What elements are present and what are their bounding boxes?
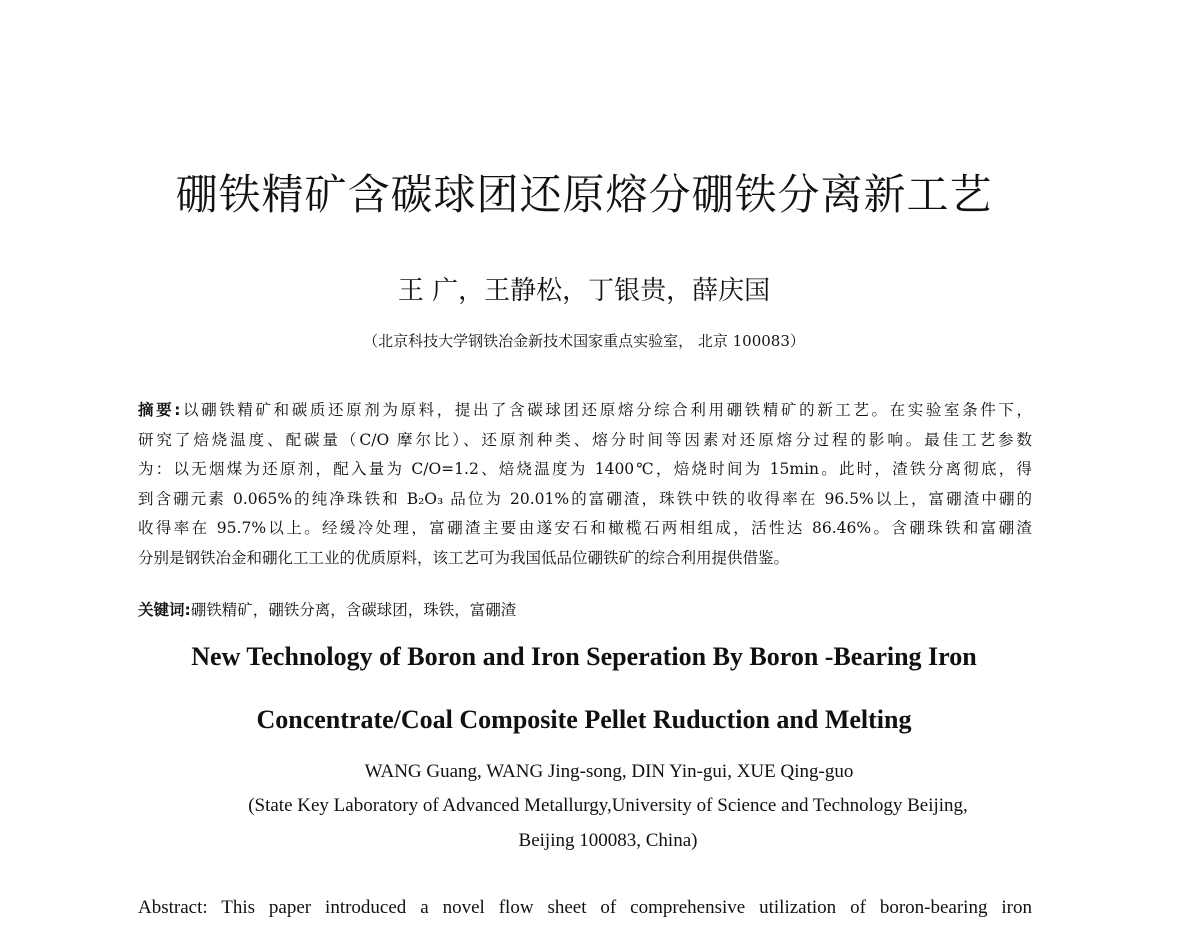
english-authors: WANG Guang, WANG Jing-song, DIN Yin-gui, XUE Qing-guo	[364, 761, 854, 782]
chinese-abstract-line-5: 收得率在 95.7%以上。经缓冷处理，富硼渣主要由遂安石和橄榄石两相组成，活性达 86.46%。含硼珠铁和富硼渣	[138, 519, 1032, 537]
chinese-abstract-line-2: 研究了焙烧温度、配碳量（C/O 摩尔比）、还原剂种类、熔分时间等因素对还原熔分过程的影响。最佳工艺参数	[138, 430, 1032, 449]
chinese-abstract-line-3: 为：以无烟煤为还原剂，配入量为 C/O=1.2、焙烧温度为 1400℃，焙烧时间为 15min。此时，渣铁分离彻底，得	[138, 460, 1032, 478]
chinese-abstract-label: 摘要:	[138, 401, 181, 419]
chinese-abstract-line-1	[138, 396, 1032, 426]
chinese-abstract-text-1: 以硼铁精矿和碳质还原剂为原料，提出了含碳球团还原熔分综合利用硼铁精矿的新工艺。在实验室条件下，	[180, 401, 1032, 419]
chinese-affiliation: （北京科技大学钢铁冶金新技术国家重点实验室， 北京 100083）	[363, 332, 805, 350]
english-title-line-2: Concentrate/Coal Composite Pellet Ruduction and Melting	[256, 705, 912, 734]
chinese-keywords	[138, 598, 1032, 622]
chinese-abstract-line-4: 到含硼元素 0.065%的纯净珠铁和 B₂O₃ 品位为 20.01%的富硼渣，珠铁中铁的收得率在 96.5%以上，富硼渣中硼的	[138, 489, 1032, 508]
english-affiliation-line-2: Beijing 100083, China)	[518, 830, 698, 851]
chinese-abstract-line-6: 分别是钢铁冶金和硼化工工业的优质原料，该工艺可为我国低品位硼铁矿的综合利用提供借鉴。	[138, 548, 790, 567]
chinese-title: 硼铁精矿含碳球团还原熔分硼铁分离新工艺	[175, 170, 993, 219]
chinese-keywords-text: 硼铁精矿，硼铁分离，含碳球团，珠铁，富硼渣	[190, 601, 517, 619]
chinese-authors: 王 广，王静松，丁银贵，薛庆国	[397, 276, 771, 306]
chinese-keywords-label: 关键词:	[138, 601, 191, 619]
english-affiliation-line-1: (State Key Laboratory of Advanced Metallurgy,University of Science and Technology Beijing,	[248, 795, 968, 816]
chinese-abstract	[138, 396, 1032, 573]
english-title-line-1: New Technology of Boron and Iron Seperation By Boron -Bearing Iron	[191, 642, 977, 671]
english-abstract: Abstract: This paper introduced a novel flow sheet of comprehensive utilization of boron-bearing iron	[138, 897, 1032, 918]
